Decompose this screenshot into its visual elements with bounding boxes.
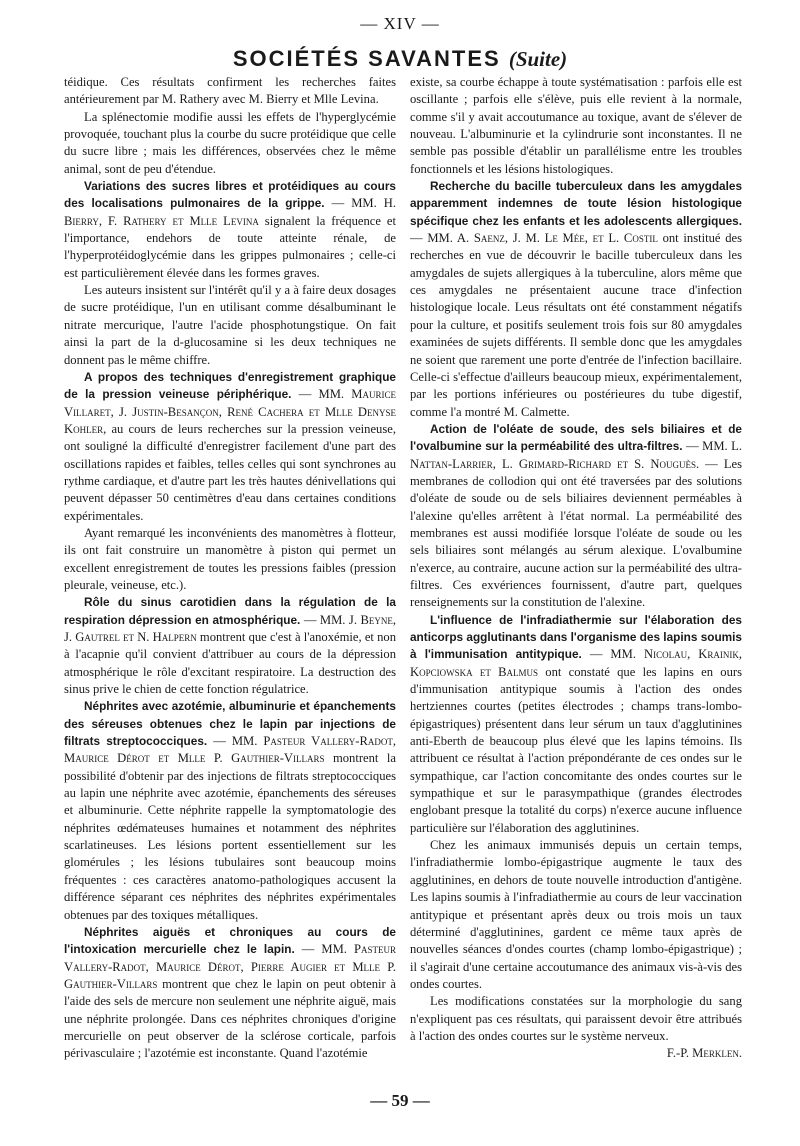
article-heading: Variations des sucres libres et protéidiques au cours des localisations pulmonaires de la grippe. — [64, 179, 396, 211]
article-heading: Action de l'oléate de soude, des sels biliaires et de l'ovalbumine sur la perméabilité des ultra-filtres. — [410, 421, 742, 454]
article-heading: L'influence de l'infradiathermie sur l'élaboration des anticorps agglutinants dans l'organisme des lapins soumis à l'immunisation antitypique. — [410, 612, 742, 662]
page-number: — 59 — — [370, 1091, 430, 1110]
article-nephrites-mercurielle — [64, 924, 396, 1063]
article-heading: Rôle du sinus carotidien dans la régulation de la respiration dépression en atmosphérique. — [64, 595, 396, 627]
article-nephrites-azotemie — [64, 698, 396, 923]
article-body: ont constaté que les lapins en ours d'immunisation antitypique soumis à l'action des ondes hertziennes courtes (petites électrodes ; champs trans-lombo-épigastriques) présentent dans leur sérum un taux d'agglutinines anti-Eberth de beaucoup plus élevé que les lapins témoins. Ils attribuent ce résultat à l'action prépondérante de ces ondes sur le sympathique, car l'action concomitante des ondes courtes sur le sympathique et sur le parasympathique (grandes électrodes englobant presque la totalité du corps) n'exerce aucune influence particulière sur l'élaboration des agglutinines. — [410, 664, 742, 835]
left-column — [64, 74, 396, 1063]
article-body: montrent que chez le lapin on peut obtenir à l'aide des sels de mercure non seulement une néphrite aiguë, mais une néphrite prolongée. Dans ces néphrites chroniques d'origine mercurielle on peut observer de la sclérose corticale, parfois périvasculaire ; l'azotémie est inconstante. Quand l'azotémie — [64, 976, 396, 1061]
article-body: montrent la possibilité d'obtenir par des injections de filtrats streptococciques au lapin une néphrite avec azotémie, épanchements des séreuses et albuminurie. Cette néphrite rappelle la symptomatologie des néphrites œdémateuses humaines et notamment des néphrites scarlatineuses. Les lésions portent essentiellement sur les glomérules ; les lésions tubulaires sont beaucoup moins fréquentes : ces caractères anatomo-pathologiques accusent la différence séparant ces néphrites des néphrites expérimentales obtenues par des toxiques métalliques. — [64, 751, 396, 922]
article-bacille-amygdales — [410, 178, 742, 421]
article-authors: — MM. L. Nattan-Larrier, L. Grimard-Richard et S. Nouguès. — [410, 439, 742, 471]
title-suite: (Suite) — [508, 47, 568, 71]
article-oleate-soude — [410, 421, 742, 612]
article-heading: A propos des techniques d'enregistrement graphique de la pression veineuse périphérique. — [64, 369, 396, 402]
paragraph: Les modifications constatées sur la morphologie du sang n'expliquent pas ces résultats, qui paraissent devoir être attribués à l'action des ondes courtes sur le système nerveux. — [410, 994, 742, 1043]
signature: F.-P. Merklen. — [666, 1046, 742, 1061]
article-authors: — MM. Maurice Villaret, J. Justin-Besançon, René Cachera et Mlle Denyse Kohler, — [64, 387, 396, 436]
article-authors: — MM. A. Saenz, J. M. Le Mée, et L. Costil — [410, 231, 658, 246]
paragraph: Ayant remarqué les inconvénients des manomètres à flotteur, ils ont fait construire un manomètre à piston qui permet un excellent enregistrement de toutes les pressions faibles (pression pleurale, veineuse, etc.). — [64, 525, 396, 592]
title-text: SOCIÉTÉS SAVANTES — [232, 46, 501, 71]
article-authors: — MM. Pasteur Vallery-Radot, Maurice Dérot, Pierre Augier et Mlle P. Gauthier-Villars — [64, 942, 396, 991]
article-heading: Recherche du bacille tuberculeux dans les amygdales apparemment indemnes de toute lésion histologique spécifique chez les enfants et les adolescents allergiques. — [410, 179, 742, 228]
article-heading: Néphrites avec azotémie, albuminurie et épanchements des séreuses obtenues chez le lapin par injections de filtrats streptococciques. — [64, 699, 396, 749]
article-sinus-carotidien — [64, 594, 396, 698]
article-body: au cours de leurs recherches sur la pression veineuse, ont souligné la difficulté d'enregistrer facilement d'une part des oscillations rapides et faibles, telles celles qui sont synchrones au rythme cardiaque, et d'autre part les très hautes dénivellations qui peuvent dépasser 50 centimètres d'eau dans certaines conditions expérimentales. — [64, 421, 396, 523]
column-divider — [403, 74, 404, 1084]
article-body: — Les membranes de collodion qui ont été traversées par des solutions d'oléate de soude ou de sels biliaires deviennent perméables à l'alexine qu'elles arrêtent à l'état normal. La perméabilité des membranes est aussi modifiée lorsque l'oléate de soude ou les sels biliaires sont mélangés au sérum alexique. L'ovalbumine n'exerce, au contraire, aucune action sur la perméabilité des ultra-filtres. Ces exvériences fournissent, d'autre part, quelques renseignements sur la constitution de l'alexine. — [410, 456, 742, 610]
article-body: ont institué des recherches en vue de découvrir le bacille tuberculeux dans les amygdales de sujets allergiques à la tuberculine, alors même que ces amygdales ne présentaient aucune trace d'infection histologique locale. Leus résultats ont été constamment négatifs pour la culture, et positifs seulement trois fois sur 80 amygdales examinées de sujets différents. Il semble donc que les amygdales ne soient que rarement une porte d'entrée de l'infection bacillaire. Celle-ci s'effectue d'ailleurs beaucoup mieux, expérimentalement, par les portions inférieures ou postérieures du tube digestif, comme l'a montré M. Calmette. — [410, 231, 743, 419]
article-pression-veineuse — [64, 369, 396, 525]
article-infradiathermie — [410, 612, 742, 837]
article-heading: Néphrites aiguës et chroniques au cours de l'intoxication mercurielle chez le lapin. — [64, 924, 396, 957]
article-body: montrent que c'est à l'anoxémie, et non à l'acapnie qu'il convient d'attribuer au cours de la dépression atmosphérique le rôle d'excitant respiratoire. La destruction des sinus prive le chien de cette fonction régulatrice. — [64, 630, 396, 697]
paragraph: Chez les animaux immunisés depuis un certain temps, l'infradiathermie lombo-épigastrique augmente le taux des agglutinines, en dehors de toute nouvelle introduction d'antigène. Les lapins soumis à l'infradiathermie au cours de leur vaccination antitypique et présentant après deux ou trois mois un taux déterminé d'agglutinines, gardent ce même taux après de nouvelles séances d'ondes courtes (champ lombo-épigastrique) ; il s'agirait d'une certaine accoutumance des animaux vis-à-vis des ondes courtes. — [410, 838, 742, 991]
paragraph: téidique. Ces résultats confirment les recherches faites antérieurement par M. Rathery avec M. Bierry et Mlle Levina. — [64, 75, 396, 107]
paragraph: La splénectomie modifie aussi les effets de l'hyperglycémie provoquée, touchant plus la courbe du sucre protéidique que celle du sucre libre ; mais les différences, observées chez le même animal, sont de peu d'étendue. — [64, 109, 396, 176]
roman-page-number: — XIV — — [360, 14, 440, 33]
right-column — [410, 74, 742, 1063]
page-title — [0, 46, 800, 72]
article-authors: — MM. J. Beyne, J. Gautrel et N. Halpern — [64, 612, 396, 644]
article-body: signalent la fréquence et l'importance, endehors de toute atteinte rénale, de l'hyperprotéidoglycémie dans les grippes pulmonaires ; celle-ci est particulièrement élevée dans les formes graves. — [64, 213, 396, 280]
article-authors: — MM. H. Bierry, F. Rathery et Mlle Levina — [64, 196, 396, 228]
article-authors: — MM. Pasteur Vallery-Radot, Maurice Dérot et Mlle P. Gauthier-Villars — [64, 734, 397, 766]
article-variations-sucres — [64, 178, 396, 282]
final-paragraph — [410, 993, 742, 1061]
paragraph: Les auteurs insistent sur l'intérêt qu'il y a à faire deux dosages de sucre protéidique, l'un en utilisant comme désalbuminant le nitrate mercurique, l'autre l'acide phosphotungstique. On fait ainsi la part de la d-glucosamine si les deux techniques ne donnent pas le même chiffre. — [64, 283, 396, 367]
article-authors: — MM. Nicolau, Krainik, Kopciowska et Balmus — [410, 647, 742, 679]
paragraph: existe, sa courbe échappe à toute systématisation : parfois elle est oscillante ; parfois elle s'élève, puis elle revient à la normale, comme s'il y avait accoutumance au toxique, avant de s'élever de nouveau. L'albuminurie et la cylindrurie sont inconstantes. Il ne semble pas possible d'établir un parallélisme entre les troubles fonctionnels et les lésions histologiques. — [410, 75, 742, 176]
